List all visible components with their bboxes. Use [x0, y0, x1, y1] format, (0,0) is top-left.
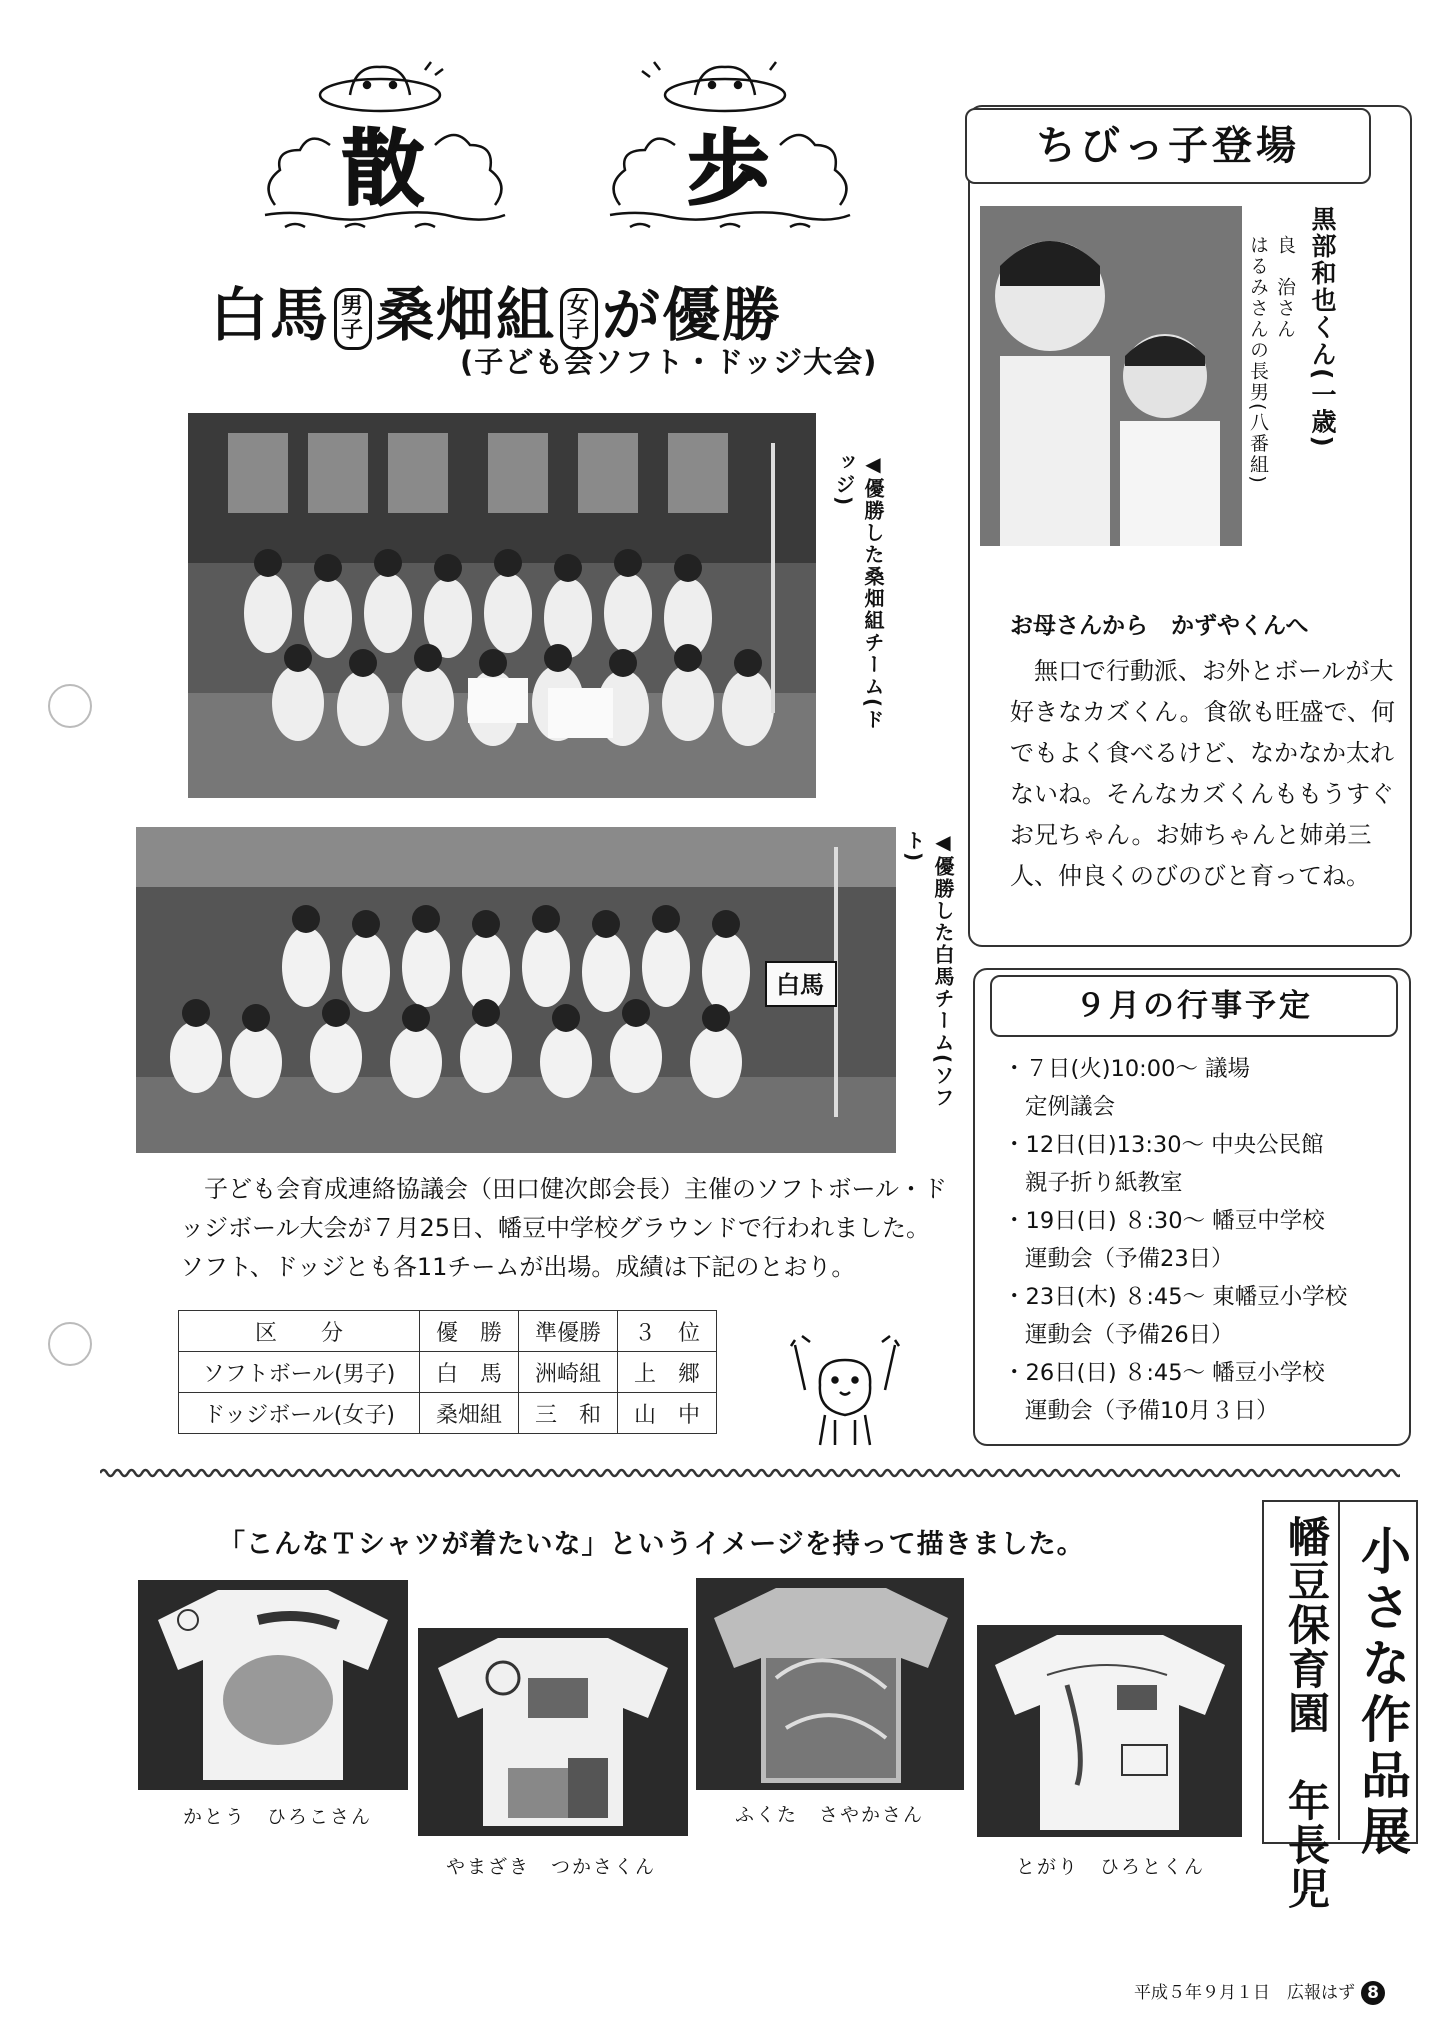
event-line1: ・19日(日) ８:30～ 幡豆中学校	[1003, 1208, 1325, 1234]
punch-hole-bottom	[48, 1322, 92, 1366]
mother-message	[1010, 606, 1400, 897]
sanpo-char-left: 散	[341, 122, 424, 217]
sanpo-char-right: 歩	[686, 122, 769, 217]
event-line1: ・26日(日) ８:45～ 幡豆小学校	[1003, 1360, 1325, 1386]
child-parents: 良 治さん	[1274, 235, 1296, 340]
tshirt-heading: 「こんなＴシャツが着たいな」というイメージを持って描きました。	[218, 1529, 1085, 1560]
article-body: 子ども会育成連絡協議会（田口健次郎会長）主催のソフトボール・ドッジボール大会が７月25日、幡豆中学校グラウンドで行われました。ソフト、ドッジとも各11チームが出場。成績は下記のとおり。	[180, 1175, 948, 1281]
tshirt-photo-1	[138, 1580, 408, 1790]
table-header-row	[179, 1311, 717, 1352]
event-line2: 運動会（予備23日）	[1025, 1246, 1234, 1272]
headline-part3: が優勝	[602, 281, 783, 349]
child-name: 黒部和也くん(一歳)	[1308, 206, 1337, 449]
wavy-divider	[100, 1466, 1400, 1480]
table-header-cell: 優 勝	[420, 1311, 519, 1352]
cartoon-dog-icon	[790, 1330, 900, 1450]
mother-heading: お母さんから かずやくんへ	[1010, 613, 1309, 639]
child-parents-2: はるみさんの長男(八番組)	[1247, 235, 1269, 485]
list-item	[1003, 1354, 1393, 1430]
table-header-cell: 準優勝	[519, 1311, 618, 1352]
team-photo-image	[188, 413, 816, 798]
tshirt-photo-3	[696, 1578, 964, 1790]
table-cell: 上 郷	[618, 1352, 717, 1393]
table-cell: 洲崎組	[519, 1352, 618, 1393]
footer-text: 平成５年９月１日 広報はず	[1134, 1983, 1355, 2003]
headline-part1: 白馬	[210, 281, 331, 349]
tshirt-name-2: やまざき つかさくん	[446, 1856, 657, 1878]
mother-text: 無口で行動派、お外とボールが大好きなカズくん。食欲も旺盛で、何でもよく食べるけど、なかなか太れないね。そんなカズくんももうすぐお兄ちゃん。お姉ちゃんと姉弟三人、仲良くのびのびと育ってね。	[1010, 657, 1395, 890]
event-line1: ・23日(木) ８:45～ 東幡豆小学校	[1003, 1284, 1348, 1310]
sakuhinten-title: 小さな作品展	[1353, 1525, 1411, 1861]
list-item	[1003, 1050, 1393, 1126]
chibikko-title: ちびっ子登場	[965, 108, 1371, 184]
table-cell: 桑畑組	[420, 1393, 519, 1434]
sakuhinten-subtitle: 幡豆保育園 年長児	[1282, 1515, 1331, 1911]
page-footer	[1134, 1978, 1385, 2005]
sanpo-illustration-left	[255, 55, 515, 230]
headline-paren2: 女子	[560, 288, 598, 350]
event-line1: ・12日(日)13:30～ 中央公民館	[1003, 1132, 1324, 1158]
events-title: ９月の行事予定	[990, 975, 1398, 1037]
photo-softball-team	[136, 827, 896, 1153]
table-header-cell: 区 分	[179, 1311, 420, 1352]
sanpo-illustration-right	[600, 55, 860, 230]
table-row	[179, 1352, 717, 1393]
tshirt-drawing-image	[418, 1628, 688, 1836]
table-cell: 三 和	[519, 1393, 618, 1434]
table-cell: ドッジボール(女子)	[179, 1393, 420, 1434]
table-row	[179, 1393, 717, 1434]
page-number: 8	[1361, 1981, 1385, 2005]
table-cell: 白 馬	[420, 1352, 519, 1393]
table-header-cell: ３ 位	[618, 1311, 717, 1352]
headline-paren1: 男子	[334, 288, 372, 350]
event-line2: 親子折り紙教室	[1025, 1170, 1183, 1196]
caption-softball-photo: ◀優勝した白馬チーム(ソフト)	[902, 830, 955, 1110]
list-item	[1003, 1202, 1393, 1278]
events-list	[1003, 1050, 1393, 1430]
tshirt-name-3: ふくた さやかさん	[735, 1804, 925, 1826]
punch-hole-top	[48, 684, 92, 728]
list-item	[1003, 1126, 1393, 1202]
tshirt-name-1: かとう ひろこさん	[183, 1806, 373, 1828]
sub-headline: (子ども会ソフト・ドッジ大会)	[460, 345, 878, 379]
tshirt-name-4: とがり ひろとくん	[1016, 1856, 1206, 1878]
child-photo-image	[980, 206, 1242, 546]
event-line1: ・７日(火)10:00～ 議場	[1003, 1056, 1251, 1082]
tshirt-photo-2	[418, 1628, 688, 1836]
event-line2: 運動会（予備10月３日）	[1025, 1398, 1279, 1424]
photo-banner-text: 白馬	[776, 971, 824, 999]
caption-dodgeball-photo: ◀優勝した桑畑組チーム(ドッジ)	[832, 452, 885, 732]
tshirt-drawing-image	[138, 1580, 408, 1790]
tshirt-drawing-image	[977, 1625, 1242, 1837]
table-cell: ソフトボール(男子)	[179, 1352, 420, 1393]
event-line2: 定例議会	[1025, 1094, 1116, 1120]
photo-child	[980, 206, 1242, 546]
list-item	[1003, 1278, 1393, 1354]
headline-part2: 桑畑組	[376, 281, 557, 349]
tshirt-photo-4	[977, 1625, 1242, 1837]
photo-dodgeball-team	[188, 413, 816, 798]
sakuhinten-divider	[1338, 1500, 1340, 1840]
tshirt-drawing-image	[696, 1578, 964, 1790]
table-cell: 山 中	[618, 1393, 717, 1434]
event-line2: 運動会（予備26日）	[1025, 1322, 1234, 1348]
results-table	[178, 1310, 717, 1434]
